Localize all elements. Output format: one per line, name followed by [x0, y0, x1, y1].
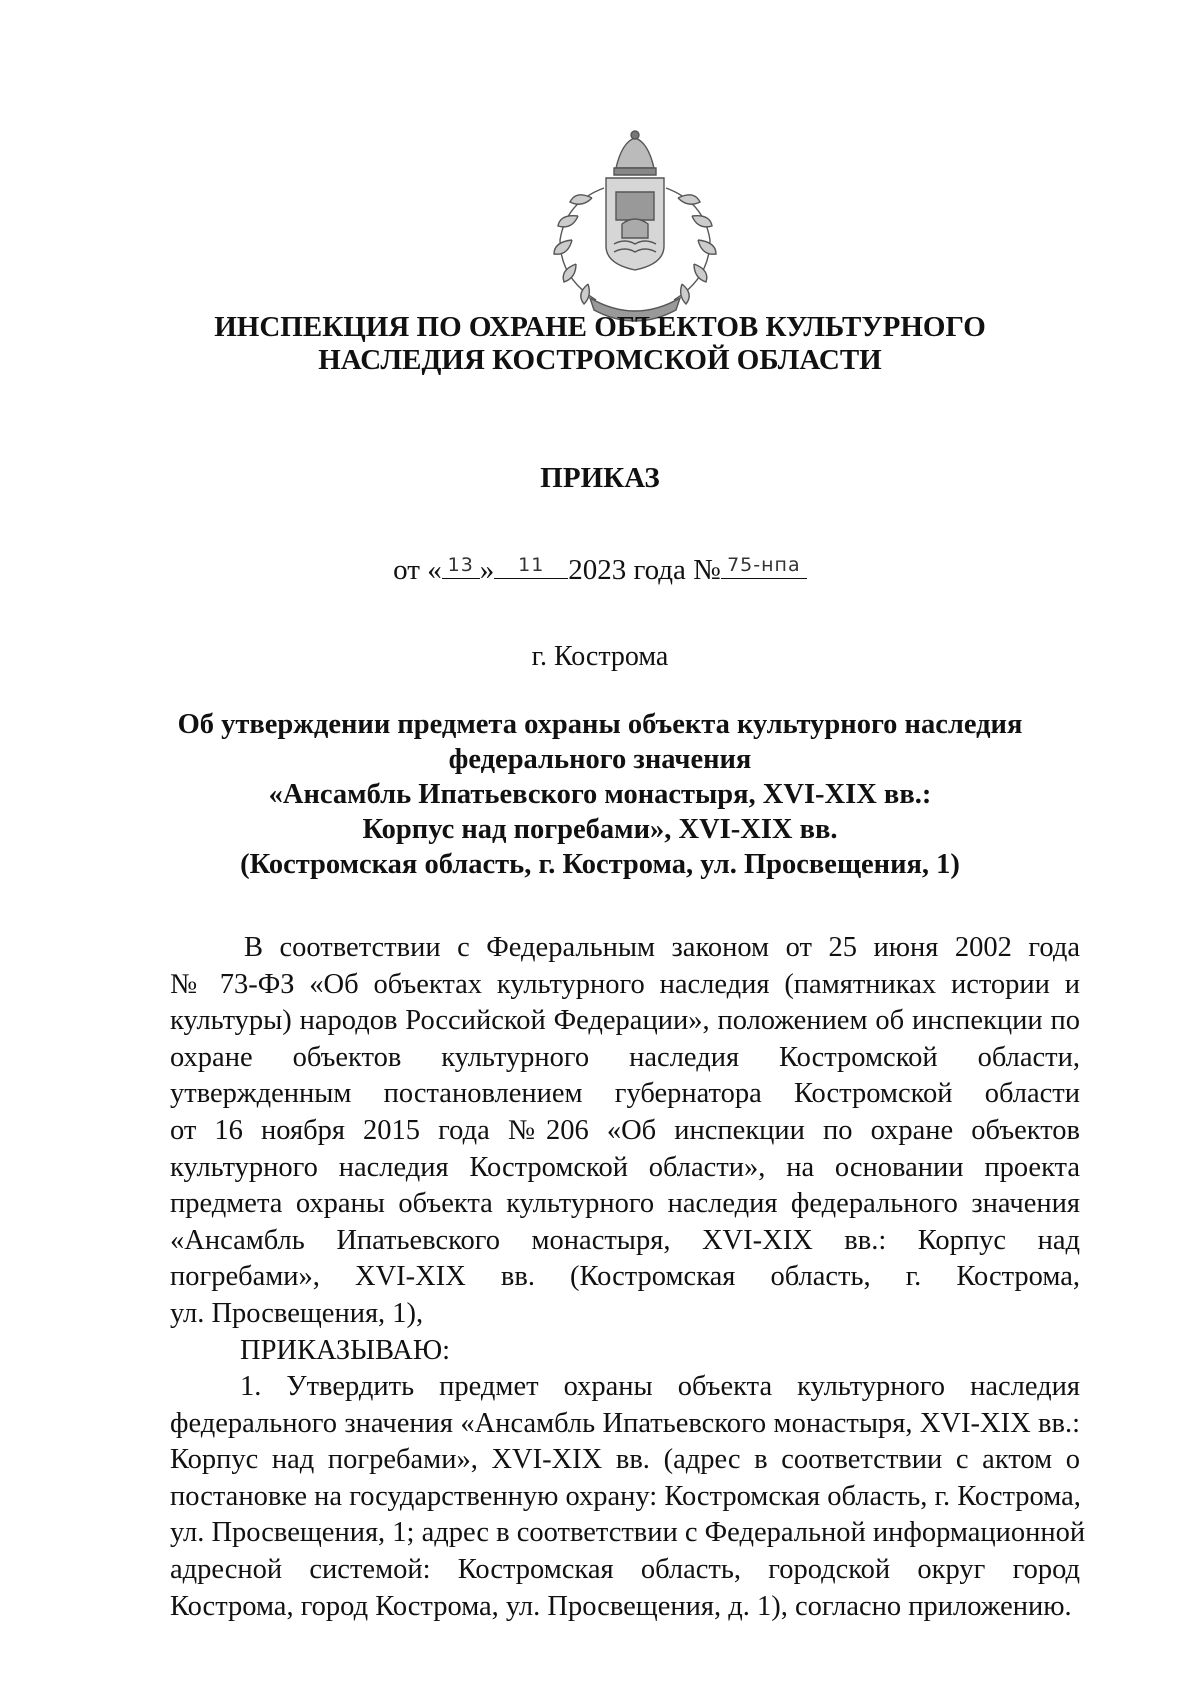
date-month-handwritten: 11: [518, 554, 545, 576]
item-line: ул. Просвещения, 1; адрес в соответствии с Федеральной информационной: [170, 1517, 1086, 1549]
coat-of-arms-emblem: [530, 128, 740, 324]
item-line: Кострома, город Кострома, ул. Просвещения, д. 1), согласно приложению.: [170, 1590, 1072, 1622]
preamble-line: от 16 ноября 2015 года №206 «Об инспекции по охране объектов: [170, 1114, 1080, 1146]
date-day-close: »: [479, 554, 495, 586]
document-type: ПРИКАЗ: [540, 462, 660, 494]
preamble-line: культурного наследия Костромской области», на основании проекта: [170, 1151, 1080, 1183]
title-line-5: (Костромская область, г. Кострома, ул. Просвещения, 1): [240, 849, 960, 880]
order-item-1: [170, 1369, 1086, 1625]
title-line-3: «Ансамбль Ипатьевского монастыря, XVI-XIX вв.:: [268, 779, 932, 810]
item-line: 1. Утвердить предмет охраны объекта культурного наследия: [240, 1371, 1080, 1402]
doc-number-field: [721, 552, 807, 579]
city-name: г. Кострома: [531, 641, 669, 672]
preamble-line: охране объектов культурного наследия Костромской области,: [170, 1041, 1080, 1073]
date-prefix: от «: [393, 554, 442, 586]
preamble-line: № 73-ФЗ «Об объектах культурного наследия (памятниках истории и: [170, 968, 1080, 1000]
item-line: федерального значения «Ансамбль Ипатьевского монастыря, XVI-XIX вв.:: [170, 1407, 1080, 1439]
preamble-paragraph: [170, 930, 1080, 1369]
title-line-2: федерального значения: [448, 744, 752, 775]
item-line: постановке на государственную охрану: Костромская область, г. Кострома,: [170, 1480, 1081, 1512]
doc-number-handwritten: 75-нпа: [727, 554, 801, 576]
title-line-4: Корпус над погребами», XVI-XIX вв.: [362, 814, 838, 845]
preamble-line: предмета охраны объекта культурного наследия федерального значения: [170, 1188, 1080, 1220]
date-month-field: [494, 552, 568, 579]
date-day-field: [442, 552, 480, 579]
date-year-text: 2023 года №: [568, 554, 721, 586]
preamble-line: утвержденным постановлением губернатора Костромской области: [170, 1078, 1080, 1110]
preamble-line: В соответствии с Федеральным законом от 25 июня 2002 года: [244, 932, 1080, 963]
title-line-1: Об утверждении предмета охраны объекта культурного наследия: [177, 709, 1023, 740]
date-day-handwritten: 13: [447, 554, 474, 576]
date-number-line: [0, 552, 1200, 587]
preamble-line: ул. Просвещения, 1),: [170, 1297, 424, 1329]
item-line: Корпус над погребами», XVI-XIX вв. (адрес в соответствии с актом о: [170, 1444, 1080, 1476]
org-name-line-1: ИНСПЕКЦИЯ ПО ОХРАНЕ ОБЪЕКТОВ КУЛЬТУРНОГО: [214, 311, 986, 343]
order-word: ПРИКАЗЫВАЮ:: [240, 1334, 451, 1366]
preamble-line: погребами», XVI-XIX вв. (Костромская область, г. Кострома,: [170, 1261, 1080, 1293]
item-line: адресной системой: Костромская область, городской округ город: [170, 1553, 1080, 1585]
preamble-line: культуры) народов Российской Федерации», положением об инспекции по: [170, 1005, 1080, 1037]
preamble-line: «Ансамбль Ипатьевского монастыря, XVI-XIX вв.: Корпус над: [170, 1224, 1080, 1256]
org-name-line-2: НАСЛЕДИЯ КОСТРОМСКОЙ ОБЛАСТИ: [318, 344, 882, 376]
